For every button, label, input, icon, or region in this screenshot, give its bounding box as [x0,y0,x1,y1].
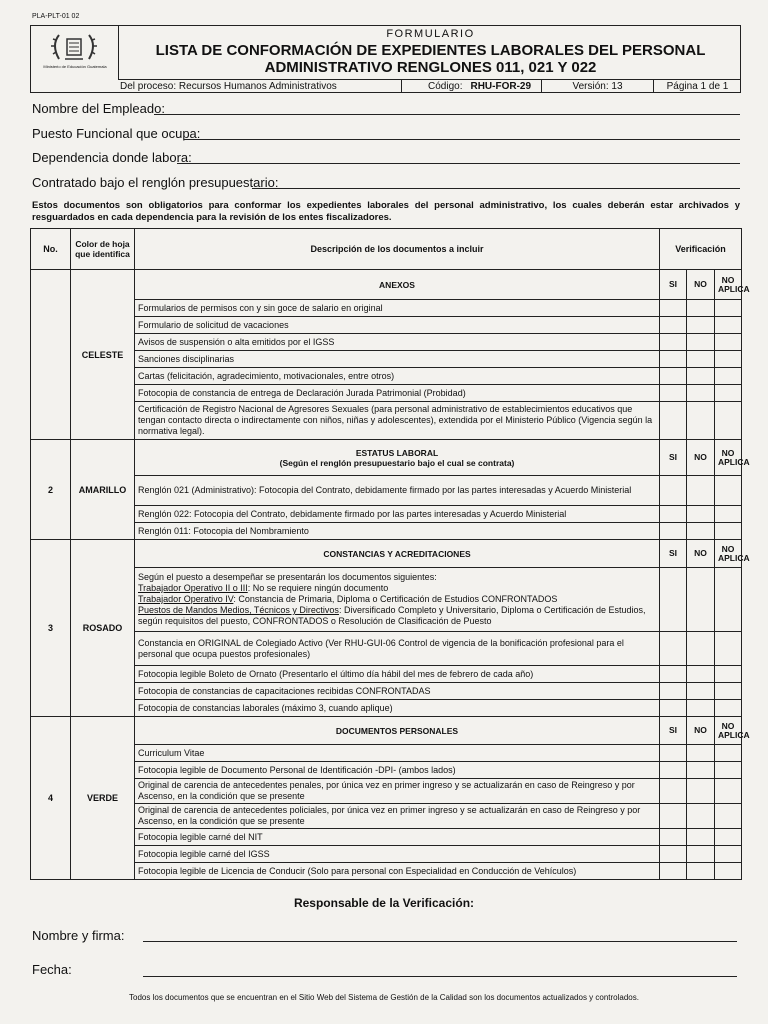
form-title-line-2: ADMINISTRATIVO RENGLONES 011, 021 Y 022 [264,59,597,76]
col-color-header: Color de hoja que identifica [71,229,135,270]
section-title: CONSTANCIAS Y ACREDITACIONES [323,548,471,559]
section-header-row [31,440,742,476]
no-checkbox[interactable] [687,762,715,779]
form-title [119,42,742,76]
document-row [31,351,742,368]
no-checkbox[interactable] [687,804,715,829]
section-number: 3 [31,540,71,717]
no-aplica-checkbox[interactable] [715,779,742,804]
section-number: 2 [31,440,71,540]
si-checkbox[interactable] [660,568,687,632]
budget-line-label: Contratado bajo el renglón presupuestario: [32,175,279,190]
dependency-label: Dependencia donde labora: [32,150,192,165]
si-checkbox[interactable] [660,385,687,402]
no-header: NO [687,270,715,300]
section-title-cell [135,440,660,476]
documents-table-body [31,270,750,880]
section-title: DOCUMENTOS PERSONALES [335,725,459,736]
section-header-row [31,540,742,568]
document-row [31,762,742,779]
requirement-text: : Constancia de Primaria, Diploma o Certificación de Estudios CONFRONTADOS [233,594,558,604]
position-line[interactable] [184,139,740,140]
si-checkbox[interactable] [660,351,687,368]
col-verif-header: Verificación [660,229,742,270]
no-checkbox[interactable] [687,300,715,317]
no-aplica-header: NO APLICA [715,270,742,300]
requirement-line [138,605,656,627]
document-row [31,829,742,846]
position-field[interactable] [32,126,740,142]
no-checkbox[interactable] [687,402,715,440]
no-aplica-checkbox[interactable] [715,863,742,880]
no-aplica-checkbox[interactable] [715,846,742,863]
si-header: SI [660,440,687,476]
no-aplica-header: NO APLICA [715,717,742,745]
section-header-row [31,717,742,745]
no-header: NO [687,440,715,476]
form-header [30,25,741,93]
no-checkbox[interactable] [687,385,715,402]
no-aplica-checkbox[interactable] [715,745,742,762]
document-row [31,402,742,440]
document-row [31,632,742,666]
no-aplica-checkbox[interactable] [715,568,742,632]
requirement-line [138,583,656,594]
section-title-cell [135,540,660,568]
si-checkbox[interactable] [660,300,687,317]
no-aplica-checkbox[interactable] [715,804,742,829]
requirement-line [138,594,656,605]
requirement-position: Puestos de Mandos Medios, Técnicos y Directivos [138,605,339,615]
document-row [31,506,742,523]
no-aplica-checkbox[interactable] [715,632,742,666]
form-meta-row [119,79,741,93]
document-description: Original de carencia de antecedentes policiales, por única vez en primer ingreso y se actualizarán en caso de Reingreso y por Ascenso, en la condición que se presente [135,804,660,829]
no-header: NO [687,717,715,745]
document-row [31,745,742,762]
document-description: Formularios de permisos con y sin goce de salario en original [135,300,660,317]
document-row [31,700,742,717]
si-checkbox[interactable] [660,523,687,540]
documents-table [30,228,750,880]
date-label: Fecha: [32,962,72,977]
document-description: Renglón 011: Fotocopia del Nombramiento [135,523,660,540]
section-color: VERDE [71,717,135,880]
document-description: Fotocopia de constancias de capacitaciones recibidas CONFRONTADAS [135,683,660,700]
requirements-by-position [135,568,660,632]
si-checkbox[interactable] [660,779,687,804]
document-row [31,300,742,317]
si-header: SI [660,270,687,300]
si-checkbox[interactable] [660,506,687,523]
document-description: Fotocopia legible Boleto de Ornato (Presentarlo el último día hábil del mes de febrero de cada año) [135,666,660,683]
section-title: ESTATUS LABORAL [355,447,439,458]
no-aplica-checkbox[interactable] [715,683,742,700]
no-checkbox[interactable] [687,632,715,666]
no-checkbox[interactable] [687,506,715,523]
document-row [31,523,742,540]
section-color: AMARILLO [71,440,135,540]
document-description: Curriculum Vitae [135,745,660,762]
requirement-text: : Diversificado Completo y Universitario, Diploma o Certificación de Estudios, según requisitos del puesto, CONFRONTADOS o Resolución de Clasificación de Puesto [138,605,646,626]
document-row [31,334,742,351]
si-header: SI [660,717,687,745]
no-checkbox[interactable] [687,683,715,700]
requirement-position: Trabajador Operativo IV [138,594,234,604]
section-number [31,270,71,440]
document-description: Cartas (felicitación, agradecimiento, motivacionales, entre otros) [135,368,660,385]
no-aplica-header: NO APLICA [715,440,742,476]
name-sign-label: Nombre y firma: [32,928,125,943]
si-checkbox[interactable] [660,666,687,683]
code-label: Código: [428,81,463,92]
budget-line-line[interactable] [252,188,740,189]
no-aplica-checkbox[interactable] [715,476,742,506]
document-description: Renglón 021 (Administrativo): Fotocopia del Contrato, debidamente firmado por las partes interesadas y Acuerdo Ministerial [135,476,660,506]
si-checkbox[interactable] [660,700,687,717]
si-checkbox[interactable] [660,804,687,829]
document-description: Constancia en ORIGINAL de Colegiado Activo (Ver RHU-GUI-06 Control de vigencia de la bonificación profesional para el personal que ocupa puestos profesionales) [135,632,660,666]
logo-text: Ministerio de Educación Guatemala [43,64,107,69]
si-checkbox[interactable] [660,683,687,700]
no-aplica-checkbox[interactable] [715,385,742,402]
si-checkbox[interactable] [660,762,687,779]
no-aplica-checkbox[interactable] [715,351,742,368]
page-label: Página 1 de 1 [653,80,741,93]
col-desc-header: Descripción de los documentos a incluir [135,229,660,270]
no-checkbox[interactable] [687,568,715,632]
si-header: SI [660,540,687,568]
document-description: Fotocopia legible carné del NIT [135,829,660,846]
si-checkbox[interactable] [660,317,687,334]
si-checkbox[interactable] [660,632,687,666]
employee-name-line[interactable] [154,114,740,115]
dependency-field[interactable] [32,150,740,166]
intro-paragraph: Estos documentos son obligatorios para conformar los expedientes laborales del personal administrativo, los cuales deberán estar archivados y resguardados en cada dependencia para la revisión de los entes fiscalizadores. [32,200,740,223]
section-color: CELESTE [71,270,135,440]
section-title: ANEXOS [379,279,415,290]
si-checkbox[interactable] [660,368,687,385]
no-checkbox[interactable] [687,846,715,863]
no-checkbox[interactable] [687,334,715,351]
no-checkbox[interactable] [687,523,715,540]
document-description: Original de carencia de antecedentes penales, por única vez en primer ingreso y se actualizarán en caso de Reingreso y por Ascenso, en la condición que se presente [135,779,660,804]
name-sign-line[interactable] [143,941,737,942]
document-row [31,476,742,506]
section-subtitle: (Según el renglón presupuestario bajo el cual se contrata) [279,457,515,468]
no-checkbox[interactable] [687,863,715,880]
document-description: Certificación de Registro Nacional de Agresores Sexuales (para personal administrativo de establecimientos educativos que tengan contacto directa o indirectamente con niños, niñas y adolescentes), extendida por el Ministerio Público (Vigencia según la normativa legal). [135,402,660,440]
table-header-row [31,229,742,270]
requirement-position: Trabajador Operativo II o III [138,583,248,593]
version-label: Versión: 13 [541,80,653,93]
document-row [31,317,742,334]
document-description: Fotocopia legible de Licencia de Conducir (Solo para personal con Especialidad en Conducción de Vehículos) [135,863,660,880]
document-row [31,804,742,829]
dependency-line[interactable] [177,163,740,164]
no-checkbox[interactable] [687,317,715,334]
footer-note: Todos los documentos que se encuentran en el Sitio Web del Sistema de Gestión de la Calidad son los documentos actualizados y controlados. [129,993,639,1002]
no-aplica-checkbox[interactable] [715,402,742,440]
document-description: Fotocopia de constancia de entrega de Declaración Jurada Patrimonial (Probidad) [135,385,660,402]
no-header: NO [687,540,715,568]
document-row [31,368,742,385]
no-aplica-checkbox[interactable] [715,317,742,334]
employee-name-label: Nombre del Empleado: [32,101,165,116]
no-aplica-checkbox[interactable] [715,523,742,540]
no-checkbox[interactable] [687,700,715,717]
si-checkbox[interactable] [660,863,687,880]
no-aplica-checkbox[interactable] [715,506,742,523]
code-value: RHU-FOR-29 [470,81,532,92]
budget-line-field[interactable] [32,175,740,191]
no-checkbox[interactable] [687,476,715,506]
responsible-title: Responsable de la Verificación: [293,896,475,910]
no-aplica-checkbox[interactable] [715,666,742,683]
no-aplica-checkbox[interactable] [715,762,742,779]
process-label: Del proceso: Recursos Humanos Administrativos [120,81,337,92]
si-checkbox[interactable] [660,402,687,440]
document-row [31,683,742,700]
no-aplica-checkbox[interactable] [715,368,742,385]
col-no-header: No. [31,229,71,270]
section-header-row [31,270,742,300]
form-title-line-1: LISTA DE CONFORMACIÓN DE EXPEDIENTES LABORALES DEL PERSONAL [155,42,706,59]
form-type-label: FORMULARIO [386,28,475,40]
no-aplica-checkbox[interactable] [715,700,742,717]
document-row [31,779,742,804]
si-checkbox[interactable] [660,476,687,506]
no-checkbox[interactable] [687,666,715,683]
si-checkbox[interactable] [660,829,687,846]
document-description: Renglón 022: Fotocopia del Contrato, debidamente firmado por las partes interesadas y Acuerdo Ministerial [135,506,660,523]
no-aplica-checkbox[interactable] [715,300,742,317]
si-checkbox[interactable] [660,745,687,762]
document-row [31,385,742,402]
code-cell [401,80,541,93]
document-description: Formulario de solicitud de vacaciones [135,317,660,334]
no-aplica-header: NO APLICA [715,540,742,568]
document-description: Sanciones disciplinarias [135,351,660,368]
document-row [31,568,742,632]
no-checkbox[interactable] [687,745,715,762]
document-row [31,846,742,863]
document-description: Avisos de suspensión o alta emitidos por el IGSS [135,334,660,351]
section-title-cell [135,717,660,745]
position-label: Puesto Funcional que ocupa: [32,126,201,141]
no-aplica-checkbox[interactable] [715,829,742,846]
si-checkbox[interactable] [660,334,687,351]
no-aplica-checkbox[interactable] [715,334,742,351]
no-checkbox[interactable] [687,368,715,385]
date-line[interactable] [143,976,737,977]
document-description: Fotocopia legible de Documento Personal de Identificación -DPI- (ambos lados) [135,762,660,779]
document-description: Fotocopia legible carné del IGSS [135,846,660,863]
no-checkbox[interactable] [687,829,715,846]
si-checkbox[interactable] [660,846,687,863]
employee-name-field[interactable] [32,101,740,117]
document-code: PLA-PLT-01 02 [32,13,80,20]
requirement-text: : No se requiere ningún documento [247,583,389,593]
document-row [31,666,742,683]
section-number: 4 [31,717,71,880]
document-description: Fotocopia de constancias laborales (máximo 3, cuando aplique) [135,700,660,717]
section-color: ROSADO [71,540,135,717]
requirements-lead: Según el puesto a desempeñar se presentarán los documentos siguientes: [138,572,437,582]
logo-cell [31,26,119,80]
no-checkbox[interactable] [687,351,715,368]
section-title-cell [135,270,660,300]
document-row [31,863,742,880]
no-checkbox[interactable] [687,779,715,804]
ministry-logo-icon [45,31,103,63]
